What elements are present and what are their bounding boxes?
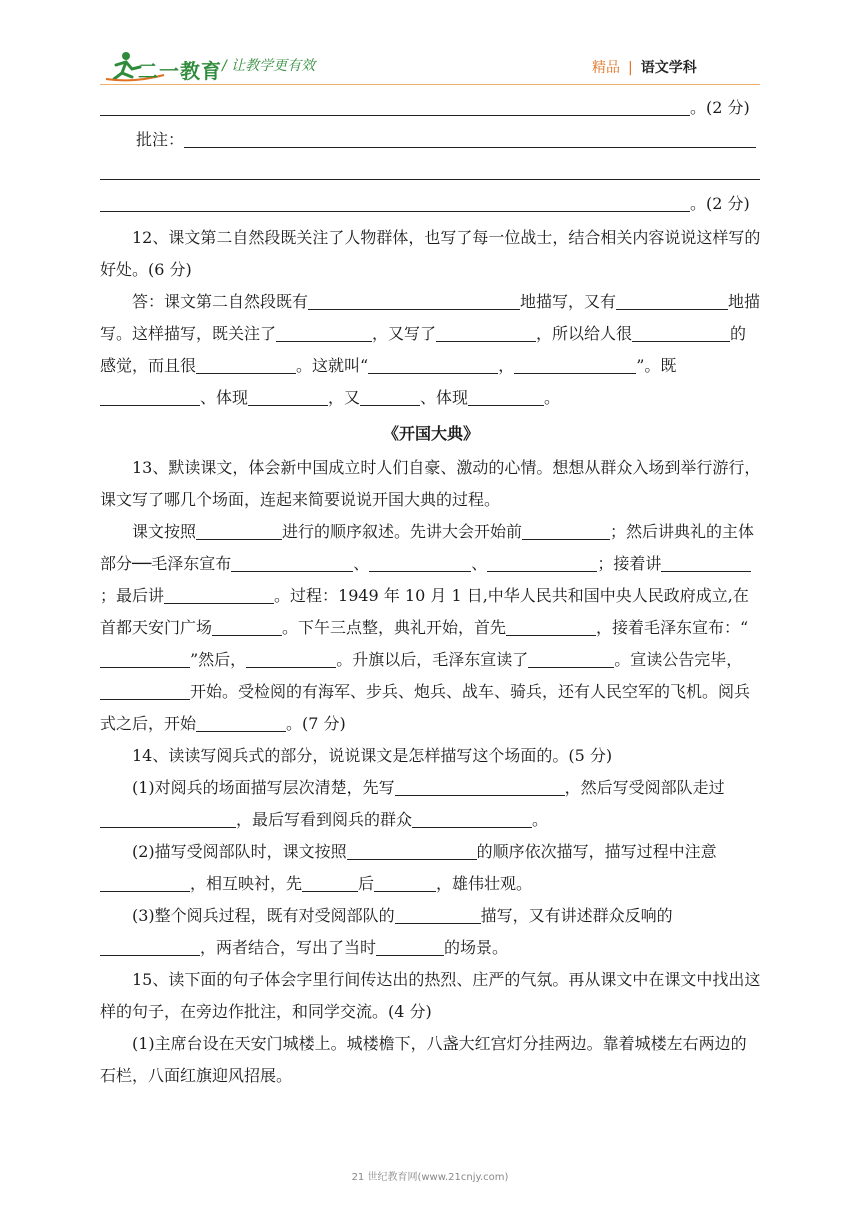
logo-text: 二一教育: [138, 59, 222, 83]
blank[interactable]: [528, 649, 614, 668]
blank[interactable]: [616, 291, 728, 310]
question-14-part-1: (1)对阅兵的场面描写层次清楚，先写 ，然后写受阅部队走过，最后写看到阅兵的群众 。: [100, 772, 762, 836]
page-header: [0, 0, 860, 86]
blank[interactable]: [164, 585, 274, 604]
blank[interactable]: [100, 809, 236, 828]
blank[interactable]: [347, 841, 477, 860]
blank[interactable]: [487, 553, 597, 572]
blank[interactable]: [436, 323, 536, 342]
blank[interactable]: [376, 937, 444, 956]
blank[interactable]: [196, 355, 296, 374]
blank[interactable]: [506, 617, 596, 636]
blank[interactable]: [100, 681, 190, 700]
answer-line: [100, 156, 762, 188]
question-14-part-2: (2)描写受阅部队时，课文按照 的顺序依次描写，描写过程中注意，相互映衬，先 后 ，雄伟壮观。: [100, 836, 762, 900]
blank[interactable]: [522, 521, 610, 540]
question-12: 12、课文第二自然段既关注了人物群体，也写了每一位战士，结合相关内容说说这样写的好处。(6 分): [100, 228, 761, 279]
question-12-answer: 答：课文第二自然段既有 地描写，又有 地描写。这样描写，既关注了 ，又写了 ，所以给人很 的感觉，而且很 。这就叫“ ， ”。既、体现 ，又 、体现 。: [100, 292, 761, 407]
blank[interactable]: [308, 291, 520, 310]
blank[interactable]: [100, 937, 200, 956]
blank[interactable]: [514, 355, 636, 374]
blank[interactable]: [100, 161, 760, 180]
blank[interactable]: [196, 521, 282, 540]
blank[interactable]: [395, 905, 481, 924]
question-15-sentence-1: (1)主席台设在天安门城楼上。城楼檐下，八盏大红宫灯分挂两边。靠着城楼左右两边的石栏，八面红旗迎风招展。: [100, 1034, 747, 1085]
blank[interactable]: [100, 387, 200, 406]
blank[interactable]: [196, 713, 286, 732]
blank[interactable]: [276, 323, 372, 342]
annotation-line: 批注：: [100, 124, 762, 156]
worksheet-body: [100, 92, 762, 1092]
blank[interactable]: [360, 387, 420, 406]
page-footer: 21 世纪教育网(www.21cnjy.com): [351, 1172, 509, 1183]
blank[interactable]: [395, 777, 565, 796]
blank[interactable]: [661, 553, 751, 572]
answer-line: 。(2 分): [100, 92, 762, 124]
answer-line: 。(2 分): [100, 188, 762, 220]
question-13: 13、默读课文，体会新中国成立时人们自豪、激动的心情。想想从群众入场到举行游行，课文写了哪几个场面，连起来简要说说开国大典的过程。: [100, 458, 761, 509]
section-title: 《开国大典》: [382, 424, 479, 443]
subject-label: 语文学科: [640, 60, 697, 76]
question-14-part-3: (3)整个阅兵过程，既有对受阅部队的 描写，又有讲述群众反响的，两者结合，写出了当时 的场景。: [100, 900, 762, 964]
blank[interactable]: [632, 323, 730, 342]
question-13-answer: 课文按照 进行的顺序叙述。先讲大会开始前 ；然后讲典礼的主体部分──毛泽东宣布 、 、 ；接着讲；最后讲 。过程：1949 年 10 月 1 日,中华人民共和国中央人民政府成立,在首都天安门广场 。下午三点整，典礼开始，首先 ，接着毛泽东宣布：“”然后， 。升旗以后，毛泽东宣读了 。宣读公告完毕，开始。受检阅的有海军、步兵、炮兵、战车、骑兵，还有人民空军的飞机。阅兵式之后，开始 。(7 分): [100, 522, 755, 733]
slogan: / 让教学更有效: [222, 58, 316, 74]
header-divider: [100, 84, 760, 85]
blank[interactable]: [248, 387, 328, 406]
blank[interactable]: [100, 97, 690, 116]
blank[interactable]: [368, 355, 498, 374]
blank[interactable]: [412, 809, 532, 828]
blank[interactable]: [374, 873, 436, 892]
header-right: [592, 57, 697, 77]
blank[interactable]: [100, 873, 190, 892]
blank[interactable]: [369, 553, 471, 572]
blank[interactable]: [100, 649, 190, 668]
blank[interactable]: [246, 649, 336, 668]
blank[interactable]: [468, 387, 544, 406]
question-14: 14、读读写阅兵式的部分，说说课文是怎样描写这个场面的。(5 分): [132, 746, 613, 765]
header-separator: |: [628, 60, 633, 76]
blank[interactable]: [212, 617, 282, 636]
blank[interactable]: [100, 193, 690, 212]
quality-tag: 精品: [592, 60, 620, 76]
blank[interactable]: [184, 129, 756, 148]
blank[interactable]: [231, 553, 353, 572]
blank[interactable]: [302, 873, 358, 892]
question-15: 15、读下面的句子体会字里行间传达出的热烈、庄严的气氛。再从课文中在课文中找出这样的句子，在旁边作批注，和同学交流。(4 分): [100, 970, 761, 1021]
